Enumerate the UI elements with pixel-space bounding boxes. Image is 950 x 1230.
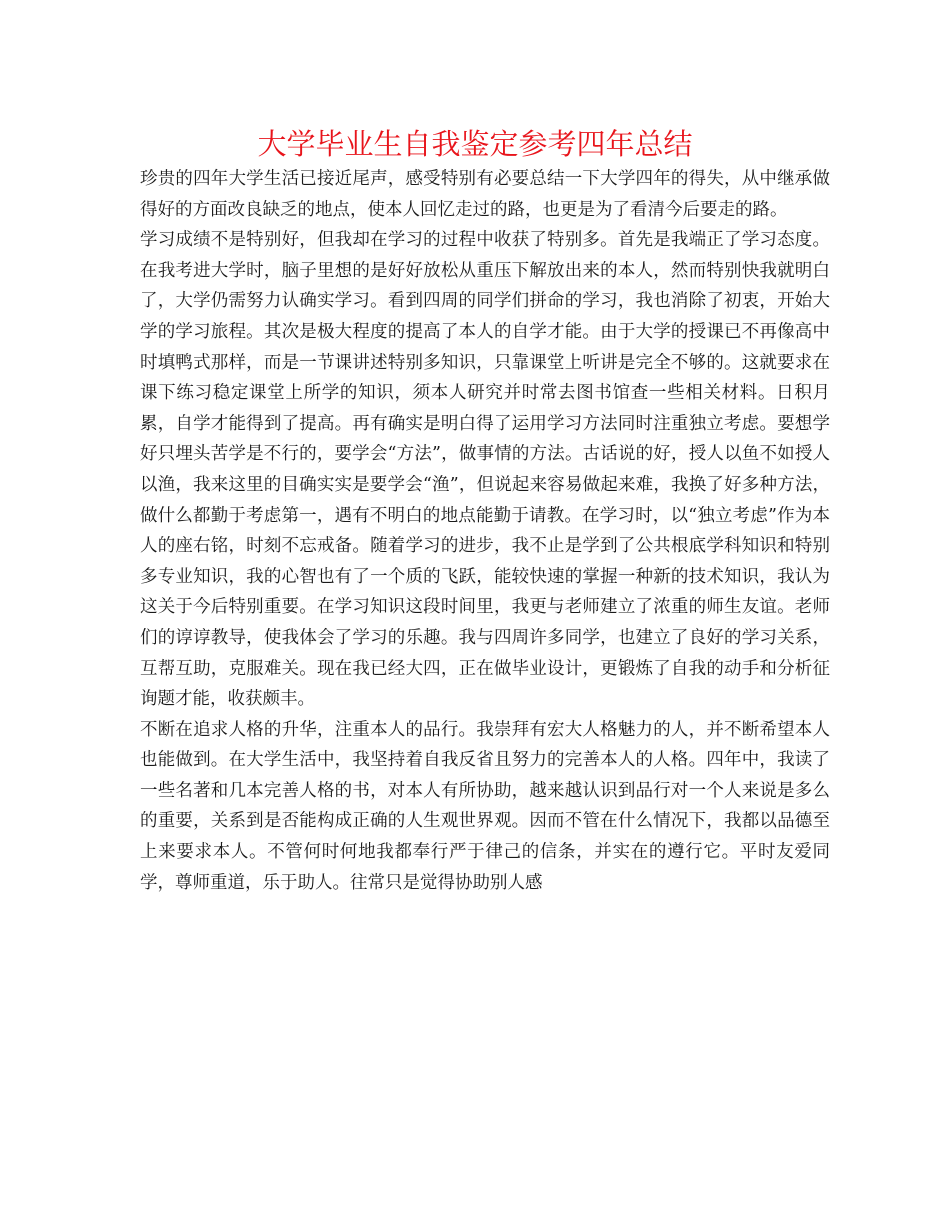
document-body <box>140 164 830 898</box>
paragraph-character: 不断在追求人格的升华，注重本人的品行。我崇拜有宏大人格魅力的人，并不断希望本人也能做到。在大学生活中，我坚持着自我反省且努力的完善本人的人格。四年中，我读了一些名著和几本完善人格的书，对本人有所协助，越来越认识到品行对一个人来说是多么的重要，关系到是否能构成正确的人生观世界观。因而不管在什么情况下，我都以品德至上来要求本人。不管何时何地我都奉行严于律己的信条，并实在的遵行它。平时友爱同学，尊师重道，乐于助人。往常只是觉得协助别人感 <box>140 719 830 893</box>
paragraph-study: 学习成绩不是特别好，但我却在学习的过程中收获了特别多。首先是我端正了学习态度。在我考进大学时，脑子里想的是好好放松从重压下解放出来的本人，然而特别快我就明白了，大学仍需努力认确实学习。看到四周的同学们拼命的学习，我也消除了初衷，开始大学的学习旅程。其次是极大程度的提高了本人的自学才能。由于大学的授课已不再像高中时填鸭式那样，而是一节课讲述特别多知识，只靠课堂上听讲是完全不够的。这就要求在课下练习稳定课堂上所学的知识，须本人研究并时常去图书馆查一些相关材料。日积月累，自学才能得到了提高。再有确实是明白得了运用学习方法同时注重独立考虑。要想学好只埋头苦学是不行的，要学会“方法”，做事情的方法。古话说的好，授人以鱼不如授人以渔，我来这里的目确实实是要学会“渔”，但说起来容易做起来难，我换了好多种方法，做什么都勤于考虑第一，遇有不明白的地点能勤于请教。在学习时，以“独立考虑”作为本人的座右铭，时刻不忘戒备。随着学习的进步，我不止是学到了公共根底学科知识和特别多专业知识，我的心智也有了一个质的飞跃，能较快速的掌握一种新的技术知识，我认为这关于今后特别重要。在学习知识这段时间里，我更与老师建立了浓重的师生友谊。老师们的谆谆教导，使我体会了学习的乐趣。我与四周许多同学，也建立了良好的学习关系，互帮互助，克服难关。现在我已经大四，正在做毕业设计，更锻炼了自我的动手和分析征询题才能，收获颇丰。 <box>140 230 830 710</box>
paragraph-intro: 珍贵的四年大学生活已接近尾声，感受特别有必要总结一下大学四年的得失，从中继承做得好的方面改良缺乏的地点，使本人回忆走过的路，也更是为了看清今后要走的路。 <box>140 169 830 220</box>
document-title: 大学毕业生自我鉴定参考四年总结 <box>257 127 693 161</box>
